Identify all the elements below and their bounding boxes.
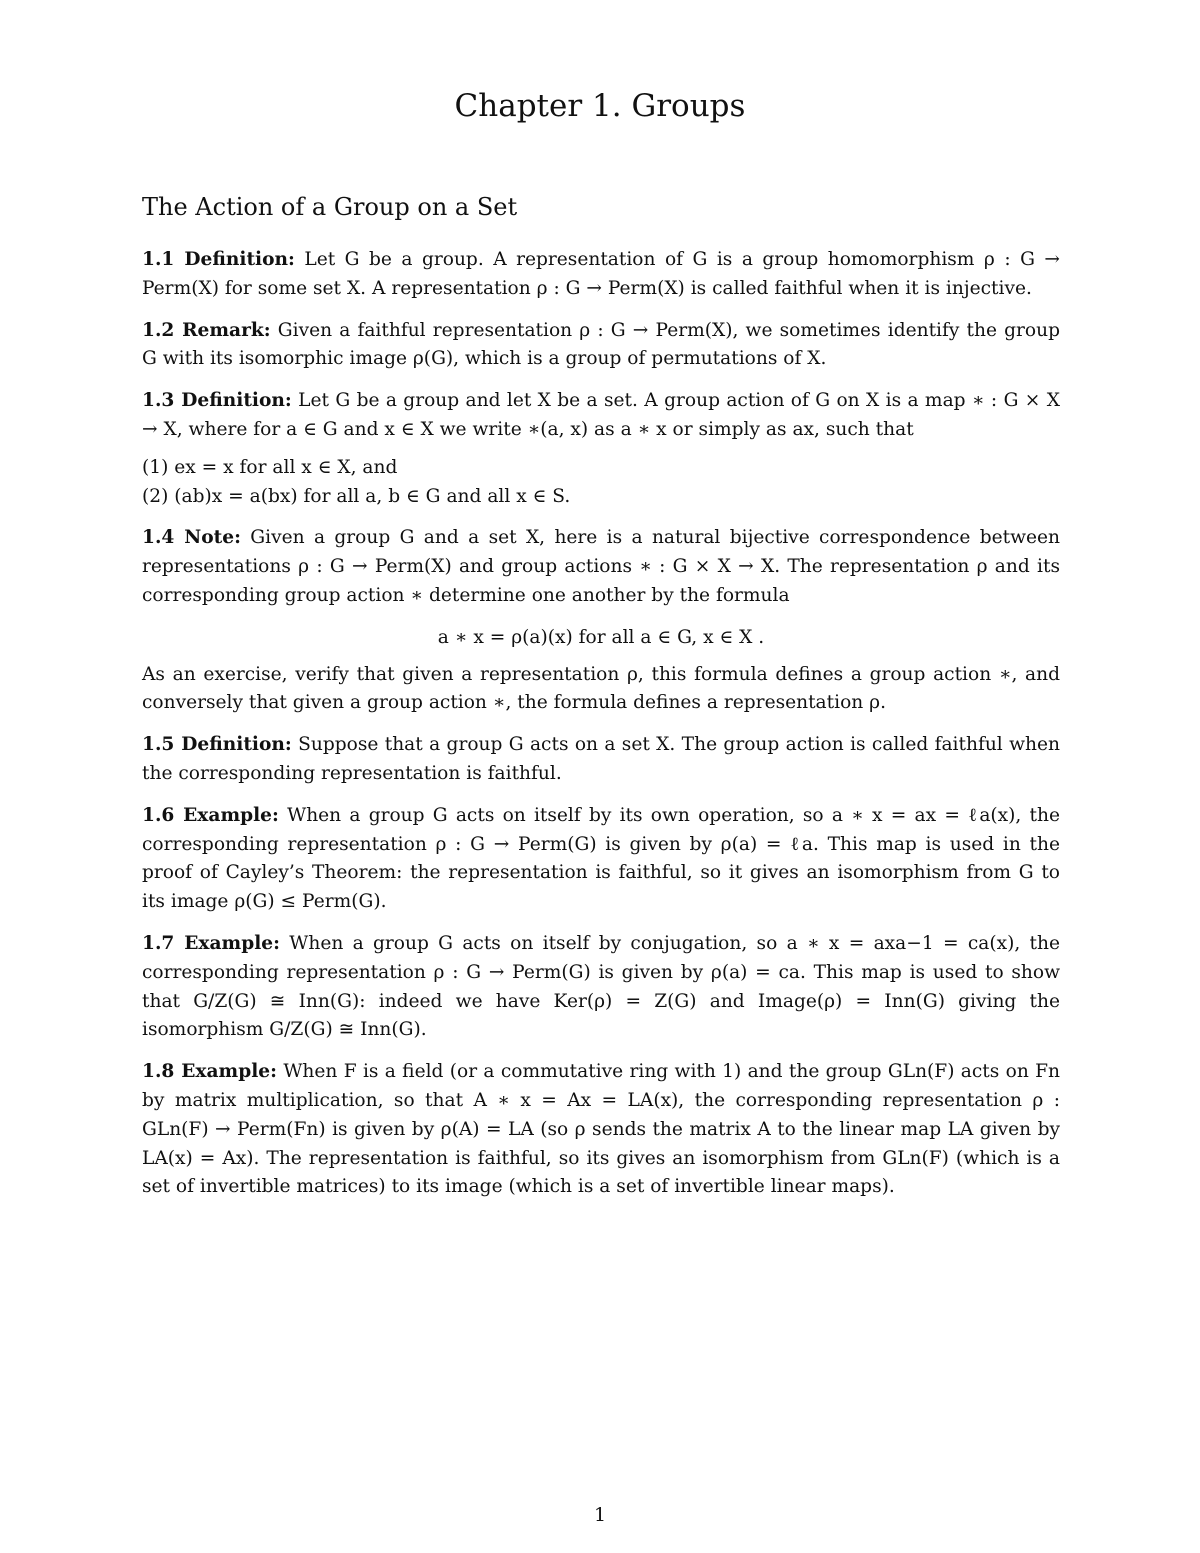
paragraph-text: Given a faithful representation ρ : G → Perm(X), we sometimes identify the group G with its isomorphic image ρ(G), which is a group of permutations of X. bbox=[142, 319, 1061, 370]
paragraph-text: Let G be a group and let X be a set. A group action of G on X is a map ∗ : G × X → X, where for a ∈ G and x ∈ X we write ∗(a, x) as a ∗ x or simply as ax, such that bbox=[142, 390, 1060, 440]
paragraph-text: Suppose that a group G acts on a set X. The group action is called faithful when the corresponding representation is faithful. bbox=[142, 734, 1060, 784]
paragraph-1-8 bbox=[142, 1058, 1060, 1202]
paragraph-label: 1.4 Note: bbox=[142, 527, 241, 549]
condition-item-1: (1) ex = x for all x ∈ X, and bbox=[142, 456, 398, 478]
paragraph-1-2 bbox=[142, 317, 1060, 375]
document-body bbox=[142, 246, 1060, 1215]
paragraph-label: 1.2 Remark: bbox=[142, 319, 271, 341]
paragraph-1-3 bbox=[142, 387, 1060, 445]
paragraph-1-1 bbox=[142, 246, 1060, 304]
paragraph-text: When a group G acts on itself by its own operation, so a ∗ x = ax = ℓa(x), the corresponding representation ρ : G → Perm(G) is given by ρ(a) = ℓa. This map is used in the proof of Cayley’s Theorem: the representation is faithful, so it gives an isomorphism from G to its image ρ(G) ≤ Perm(G). bbox=[142, 804, 1060, 913]
paragraph-label: 1.3 Definition: bbox=[142, 390, 292, 412]
paragraph-1-5 bbox=[142, 731, 1060, 789]
paragraph-label: 1.6 Example: bbox=[142, 804, 279, 826]
display-formula: a ∗ x = ρ(a)(x) for all a ∈ G, x ∈ X . bbox=[437, 626, 765, 648]
paragraph-text: Given a group G and a set X, here is a natural bijective correspondence between representations ρ : G → Perm(X) and group actions ∗ : G × X → X. The representation ρ and its corresponding group action ∗ determine one another by the formula bbox=[142, 527, 1060, 606]
condition-list bbox=[142, 454, 1060, 512]
paragraph-label: 1.5 Definition: bbox=[142, 734, 292, 756]
condition-item-2: (2) (ab)x = a(bx) for all a, b ∈ G and all x ∈ S. bbox=[142, 485, 571, 507]
paragraph-text: When a group G acts on itself by conjugation, so a ∗ x = axa−1 = ca(x), the corresponding representation ρ : G → Perm(G) is given by ρ(a) = ca. This map is used to show that G/Z(G) ≅ Inn(G): indeed we have Ker(ρ) = Z(G) and Image(ρ) = Inn(G) giving the isomorphism G/Z(G) ≅ Inn(G). bbox=[142, 932, 1060, 1041]
paragraph-label: 1.8 Example: bbox=[142, 1061, 277, 1083]
paragraph-text: When F is a field (or a commutative ring with 1) and the group GLn(F) acts on Fn by matrix multiplication, so that A ∗ x = Ax = LA(x), the corresponding representation ρ : GLn(F) → Perm(Fn) is given by ρ(A) = LA (so ρ sends the matrix A to the linear map LA given by LA(x) = Ax). The representation is faithful, so its gives an isomorphism from GLn(F) (which is a set of invertible matrices) to its image (which is a set of invertible linear maps). bbox=[142, 1061, 1060, 1198]
paragraph-label: 1.7 Example: bbox=[142, 932, 280, 954]
paragraph-1-4 bbox=[142, 524, 1060, 610]
page-number: 1 bbox=[593, 1504, 607, 1526]
paragraph-1-6 bbox=[142, 802, 1060, 917]
paragraph-exercise: As an exercise, verify that given a representation ρ, this formula defines a group action ∗, and conversely that given a group action ∗, the formula defines a representation ρ. bbox=[142, 663, 1060, 714]
section-title: The Action of a Group on a Set bbox=[142, 193, 518, 221]
chapter-title: Chapter 1. Groups bbox=[454, 88, 746, 124]
paragraph-label: 1.1 Definition: bbox=[142, 249, 295, 270]
paragraph-1-7 bbox=[142, 930, 1060, 1045]
paragraph-text: Let G be a group. A representation of G is a group homomorphism ρ : G → Perm(X) for some set X. A representation ρ : G → Perm(X) is called faithful when it is injective. bbox=[142, 249, 1060, 299]
